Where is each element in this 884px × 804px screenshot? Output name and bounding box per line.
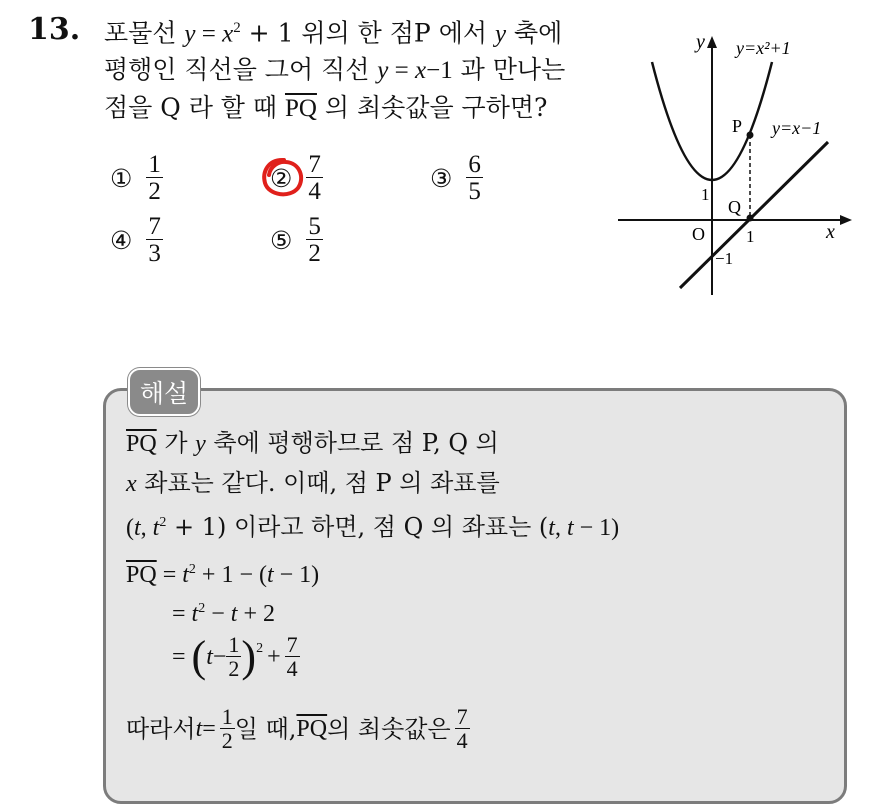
point-q-label: Q [728,197,741,217]
answer-circle-icon [260,156,306,200]
choice-1[interactable] [110,152,163,204]
tick-1-x-label: 1 [746,227,755,246]
question-line-1: 포물선 $y = x^2 + 1$ 위의 한 점P 에서 y 축에 [104,18,563,48]
x-axis-arrow-icon [840,215,852,225]
choice-4-mark: ④ [110,225,133,255]
point-p-label: P [732,116,743,136]
choice-5-mark: ⑤ [270,225,293,255]
point-p-dot [747,132,754,139]
choice-5[interactable] [270,214,323,266]
solution-line-5: = $t^2 - t + 2$ [172,601,275,627]
choice-3[interactable] [430,152,483,204]
line-y-x-1 [680,142,828,288]
solution-tag: 해설 [128,368,200,416]
solution-line-4: $\overline{PQ} = t^2 + 1 - (t - 1)$ [126,562,320,588]
choice-1-mark: ① [110,163,133,193]
choice-2[interactable] [270,152,323,204]
solution-line-6: = ( t − $\frac{1}{2}$ ) $^2$ + $\frac{7}{4}$ [172,632,298,681]
choice-3-mark: ③ [430,163,453,193]
solution-line-3: (t, $t^2 + 1$) 이라고 하면, 점 Q 의 좌표는 (t, t − 1) [126,513,620,541]
tick-neg1-y-label: −1 [715,249,734,268]
tick-1-y-label: 1 [701,185,710,204]
choice-2-mark: ② [270,164,292,193]
choice-2-value: $\frac{7}{4}$ [308,151,321,205]
choice-1-value: $\frac{1}{2}$ [148,151,161,205]
graph [600,20,870,310]
solution-line-1: $\overline{PQ}$ 가 y 축에 평행하므로 점 P, Q 의 [126,429,499,457]
origin-label: O [692,224,705,244]
question-line-3: 점을 Q 라 할 때 $\overline{PQ}$ 의 최솟값을 구하면? [104,93,548,122]
question-line-2: 평행인 직선을 그어 직선 y = x−1 과 만나는 [104,55,566,84]
choice-5-value: $\frac{5}{2}$ [308,213,321,267]
point-q-dot [747,215,754,222]
question-number: 13. [28,12,81,47]
parabola-label: y=x²+1 [736,38,791,58]
choice-4[interactable] [110,214,163,266]
line-label: y=x−1 [772,118,822,138]
choice-4-value: $\frac{7}{3}$ [148,213,161,267]
solution-line-7: 따라서 t = $\frac{1}{2}$ 일 때, $\overline{PQ}$ 의 최솟값은 $\frac{7}{4}$ [126,704,468,753]
solution-line-2: x 좌표는 같다. 이때, 점 P 의 좌표를 [126,469,500,497]
y-axis-label: y [696,31,705,53]
x-axis-label: x [826,221,835,243]
y-axis-arrow-icon [707,36,717,48]
choice-3-value: $\frac{6}{5}$ [468,151,481,205]
